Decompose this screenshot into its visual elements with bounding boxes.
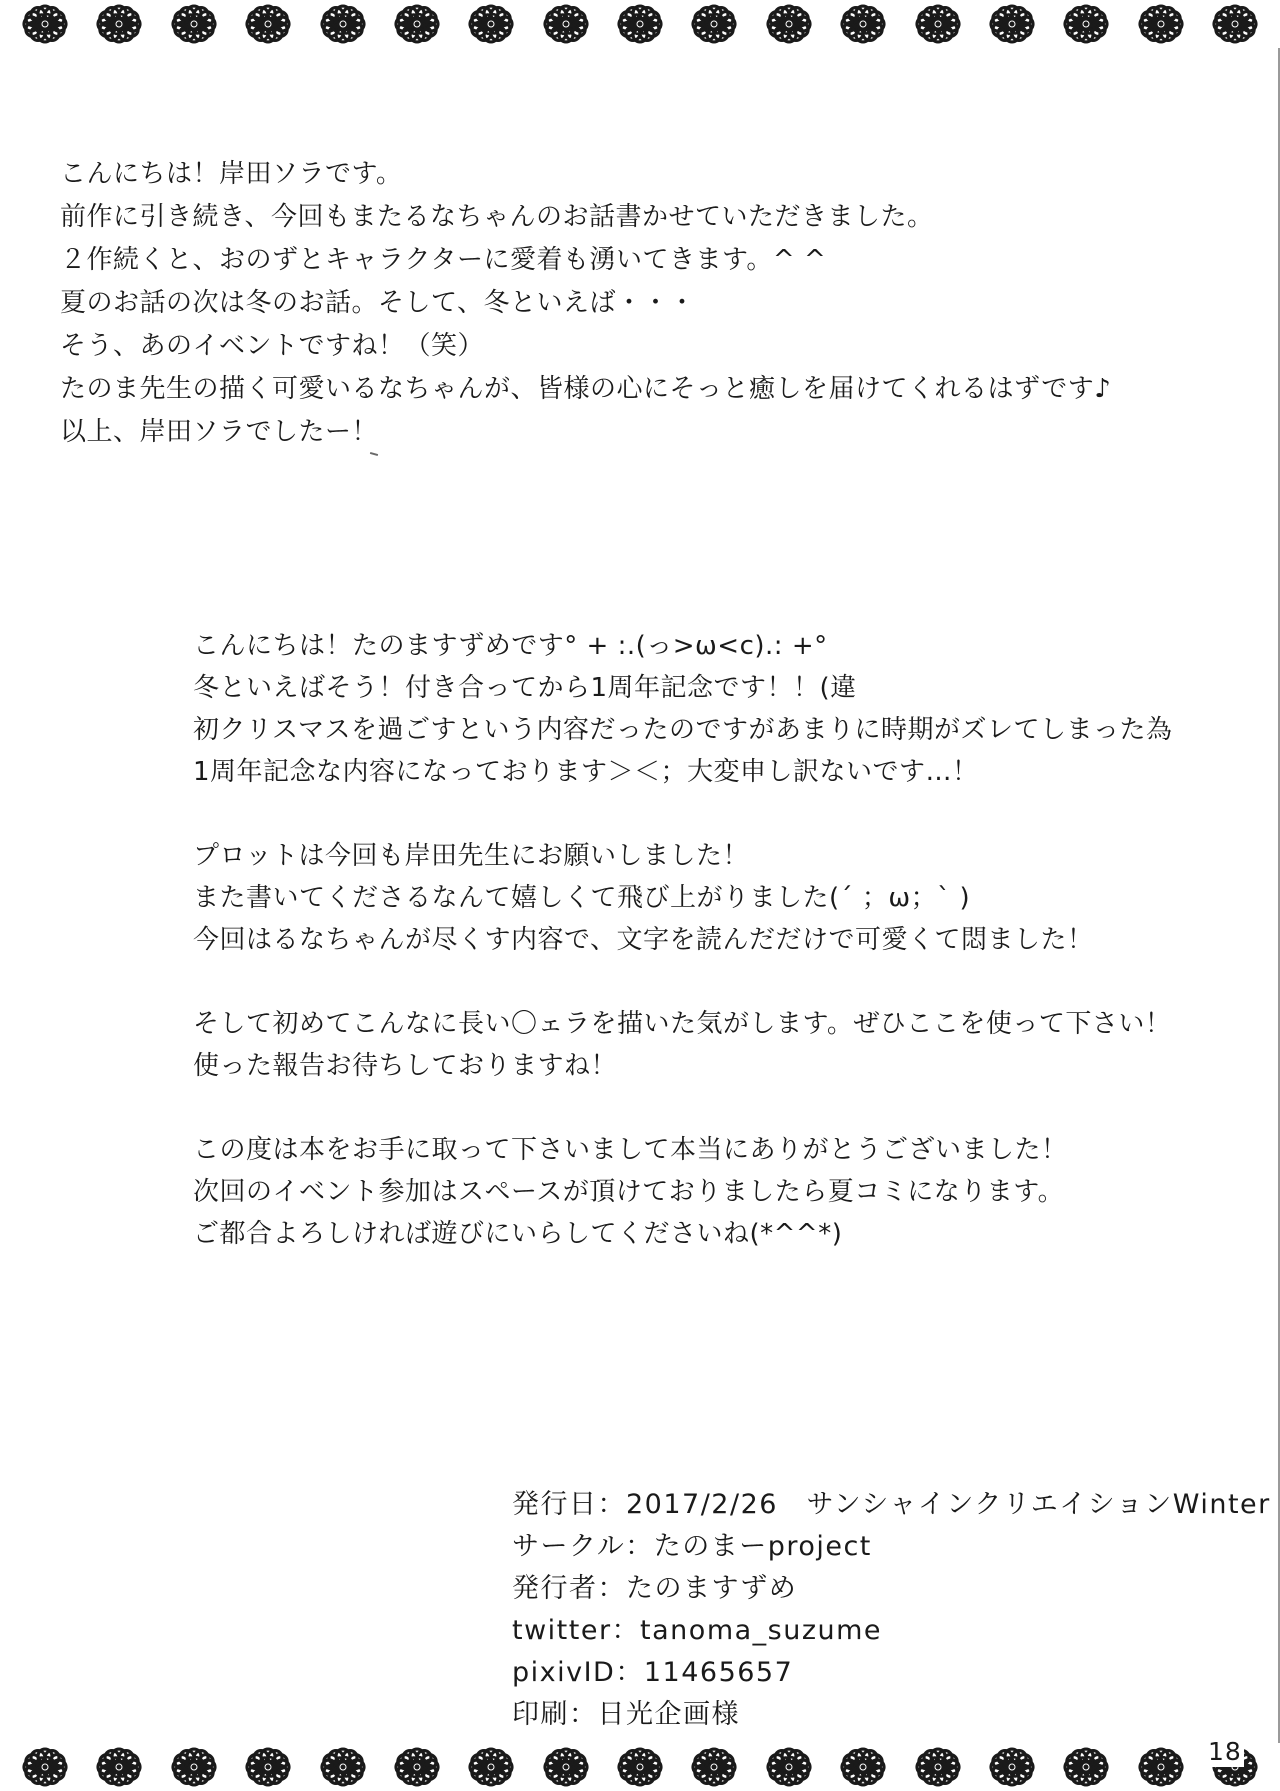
afterword-line: たのま先生の描く可愛いるなちゃんが、皆様の心にそっと癒しを届けてくれるはずです♪	[60, 374, 1112, 404]
afterword-line: そして初めてこんなに長い〇ェラを描いた気がします。ぜひここを使って下さい！	[193, 1009, 1172, 1039]
afterword-line: また書いてくださるなんて嬉しくて飛び上がりました(´ ；ω；` )	[193, 883, 971, 913]
flower-rosette-icon	[312, 1743, 374, 1791]
flower-rosette-icon	[237, 1743, 299, 1791]
colophon-issue-date: 発行日：2017/2/26 サンシャインクリエイションWinter	[512, 1489, 1271, 1520]
flower-rosette-icon	[981, 1743, 1043, 1791]
afterword-line: 前作に引き続き、今回もまたるなちゃんのお話書かせていただきました。	[60, 202, 934, 232]
flower-rosette-icon	[832, 1743, 894, 1791]
flower-rosette-icon	[758, 1743, 820, 1791]
colophon-circle: サークル：たのまーproject	[512, 1531, 872, 1562]
colophon-printer: 印刷：日光企画様	[512, 1699, 740, 1730]
colophon-twitter: twitter：tanoma_suzume	[512, 1615, 883, 1646]
afterword-line: 夏のお話の次は冬のお話。そして、冬といえば・・・	[60, 288, 696, 318]
paragraph-gap	[193, 793, 1172, 835]
flower-rosette-icon	[981, 0, 1043, 48]
flower-rosette-icon	[1130, 0, 1192, 48]
flower-rosette-icon	[1130, 1743, 1192, 1791]
flower-rosette-icon	[1204, 0, 1266, 48]
afterword-line: この度は本をお手に取って下さいまして本当にありがとうございました！	[193, 1135, 1068, 1165]
flower-rosette-icon	[312, 0, 374, 48]
flower-rosette-icon	[1055, 1743, 1117, 1791]
flower-rosette-icon	[460, 0, 522, 48]
flower-rosette-icon	[163, 0, 225, 48]
flower-rosette-icon	[535, 0, 597, 48]
flower-rosette-icon	[683, 1743, 745, 1791]
flower-rosette-icon	[386, 1743, 448, 1791]
paragraph-gap	[193, 1087, 1172, 1129]
kishida-sora-afterword	[60, 153, 1111, 454]
flower-rosette-icon	[88, 1743, 150, 1791]
afterword-line: 今回はるなちゃんが尽くす内容で、文字を読んだだけで可愛くて悶ました！	[193, 925, 1094, 955]
colophon	[512, 1484, 1271, 1736]
afterword-line: 使った報告お待ちしておりますね！	[193, 1051, 618, 1081]
afterword-line: 初クリスマスを過ごすという内容だったのですがあまりに時期がズレてしまった為	[193, 715, 1173, 745]
colophon-publisher: 発行者：たのますずめ	[512, 1573, 798, 1604]
paragraph-gap	[193, 961, 1172, 1003]
afterword-line: 次回のイベント参加はスペースが頂けておりましたら夏コミになります。	[193, 1177, 1065, 1207]
afterword-line: 1周年記念な内容になっております＞＜；大変申し訳ないです…！	[193, 757, 979, 787]
flower-rosette-icon	[14, 0, 76, 48]
flower-rosette-icon	[758, 0, 820, 48]
afterword-line: 以上、岸田ソラでしたー！	[60, 417, 379, 447]
flower-rosette-icon	[14, 1743, 76, 1791]
afterword-line: そう、あのイベントですね！（笑）	[60, 331, 485, 361]
flower-rosette-icon	[1055, 0, 1117, 48]
bottom-flower-border	[0, 1743, 1280, 1791]
flower-rosette-icon	[460, 1743, 522, 1791]
flower-rosette-icon	[609, 1743, 671, 1791]
afterword-line: こんにちは！たのますずめです° + :.(っ>ω<c).: +°	[193, 631, 828, 661]
flower-rosette-icon	[683, 0, 745, 48]
top-flower-border	[0, 0, 1280, 48]
flower-rosette-icon	[832, 0, 894, 48]
flower-rosette-icon	[609, 0, 671, 48]
page-number: 18	[1208, 1737, 1242, 1766]
flower-rosette-icon	[386, 0, 448, 48]
afterword-line: こんにちは！岸田ソラです。	[60, 159, 403, 189]
afterword-line: ご都合よろしければ遊びにいらしてくださいね(*^^*)	[193, 1219, 843, 1249]
flower-rosette-icon	[88, 0, 150, 48]
flower-rosette-icon	[163, 1743, 225, 1791]
tanoma-suzume-afterword	[193, 625, 1172, 1255]
flower-rosette-icon	[907, 1743, 969, 1791]
afterword-line: プロットは今回も岸田先生にお願いしました！	[193, 841, 749, 871]
flower-rosette-icon	[237, 0, 299, 48]
flower-rosette-icon	[535, 1743, 597, 1791]
colophon-pixiv-id: pixivID：11465657	[512, 1657, 794, 1688]
afterword-line: ２作続くと、おのずとキャラクターに愛着も湧いてきます。^ ^	[60, 245, 827, 275]
afterword-line: 冬といえばそう！付き合ってから1周年記念です！！(違	[193, 673, 857, 703]
flower-rosette-icon	[907, 0, 969, 48]
